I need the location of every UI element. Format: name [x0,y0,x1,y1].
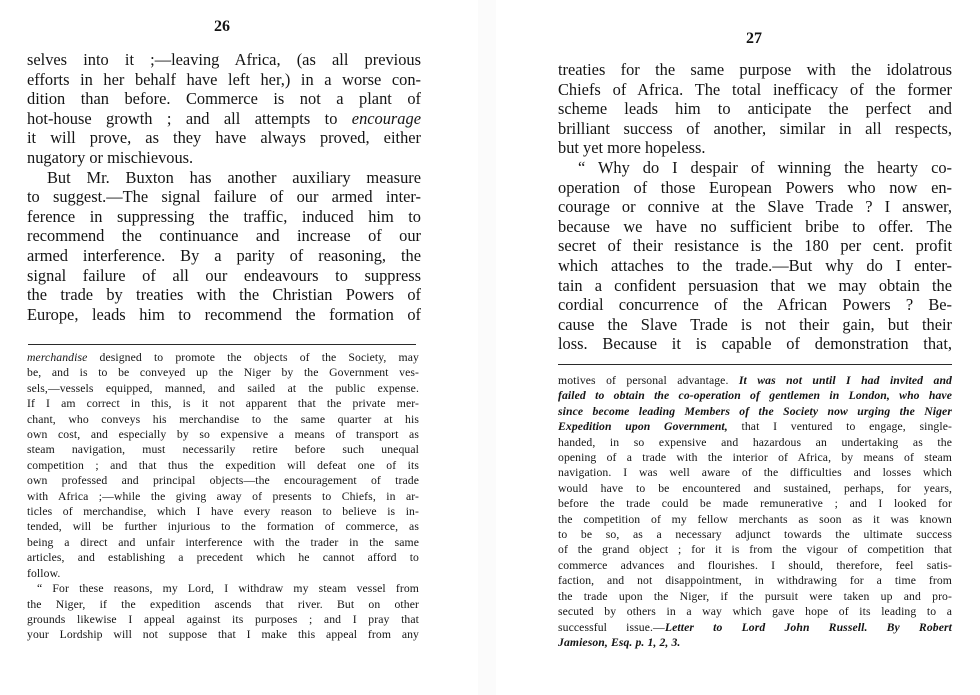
right-footnote-line: the competition of my fellow merchants as soon as it was known [558,512,952,526]
left-body-line: it will prove, as they have always proved, either [27,128,421,148]
left-footnote-text: designed to promote the objects of the Society, may [99,351,419,364]
right-footnote-line [558,373,952,388]
right-footnote-line: handed, in so expensive and hazardous an undertaking as the [558,435,952,449]
right-footnote [558,373,952,650]
left-body-line: signal failure of all our endeavours to suppress [27,265,421,285]
right-page-number: 27 [746,30,762,47]
left-page [0,0,478,695]
right-footnote-line [558,419,952,434]
right-page [496,0,980,695]
right-body-line: operation of those European Powers who now en- [558,177,952,197]
right-footnote-line: Jamieson, Esq. p. 1, 2, 3. [558,635,681,649]
right-body-line: loss. Because it is capable of demonstration that, [558,334,952,354]
left-footnote-line: be, and is to be conveyed up the Niger by the Government ves- [27,366,419,380]
left-body-line: dition than before. Commerce is not a plant of [27,89,421,109]
left-page-body [27,50,421,324]
right-body-line: cordial concurrence of the African Powers ? Be- [558,295,952,315]
right-body-line: because we have no sufficient bribe to offer. The [558,216,952,236]
right-footnote-line: of the grand object ; for it is from the vigour of competition that [558,543,952,557]
left-footnote-line: your Lordship will not suppose that I make this appeal from any [27,628,419,642]
right-footnote-italic: Letter to Lord John Russell. By Robert [664,620,952,634]
right-footnote-line: navigation. I was well aware of the difficulties and losses which [558,466,952,480]
right-footnote-line [558,620,952,635]
right-body-line: secret of their resistance is the 180 per cent. profit [558,236,952,256]
left-footnote-line: with Africa ;—while the giving away of presents to Chiefs, in ar- [27,489,419,503]
right-body-line: courage or connive at the Slave Trade ? I answer, [558,197,952,217]
left-body-text: hot-house growth ; and all attempts to [27,108,338,128]
left-footnote-line [27,350,419,365]
right-footnote-rule [558,364,952,365]
left-body-italic: encourage [351,108,421,128]
right-body-line: “ Why do I despair of winning the hearty co- [578,157,952,177]
right-footnote-line: failed to obtain the co-operation of gentlemen in London, who have [558,389,952,403]
left-body-line: Europe, leads him to recommend the formation of [27,304,421,324]
right-body-line: but yet more hopeless. [558,138,706,158]
left-footnote-line: sels,—vessels equipped, manned, and sailed at the public expense. [27,381,419,395]
left-body-line [27,109,421,129]
right-footnote-line: since become leading Members of the Society now urging the Niger [558,404,952,418]
left-footnote-line: chant, who conveys his merchandise to the same quarter at his [27,412,419,426]
left-footnote-line: the Niger, if the expedition ascends that river. But on other [27,597,419,611]
left-page-number: 26 [214,18,230,35]
book-gutter [478,0,496,695]
right-footnote-line: faction, and not disappointment, in withdrawing for a time from [558,574,952,588]
left-footnote-line: ticles of merchandise, which I have every reason to believe is in- [27,505,419,519]
left-footnote-line: follow. [27,566,61,580]
left-footnote-line: steam navigation, must necessarily retire before such unequal [27,443,419,457]
right-footnote-line: commerce advances and flourishes. I should, therefore, feel satis- [558,558,952,572]
right-body-line: which attaches to the trade.—But why do I enter- [558,255,952,275]
right-body-line: treaties for the same purpose with the idolatrous [558,60,952,79]
left-body-line: But Mr. Buxton has another auxiliary measure [47,167,421,187]
right-body-line: tain a confident persuasion that we may obtain the [558,275,952,295]
right-footnote-line: would have to be encountered and sustained, perhaps, for years, [558,481,952,495]
right-footnote-text: that I ventured to engage, single- [741,420,952,434]
right-footnote-line: before the trade could be made remunerative ; and I looked for [558,497,952,511]
right-footnote-italic: It was not until I had invited and [738,374,952,387]
right-body-line: cause the Slave Trade is not their gain, but their [558,314,952,334]
left-footnote-line: being a direct and unfair interference with the trader in the same [27,535,419,549]
right-body-line: brilliant success of another, similar in all respects, [558,118,952,138]
left-footnote-line: own cost, and especially by so expensive a means of transport as [27,428,419,442]
left-footnote-line: articles, and establishing a precedent which he cannot afford to [27,551,419,565]
left-body-line: to suggest.—The signal failure of our armed inter- [27,187,421,207]
right-footnote-line: secuted by others in a way which gave hope of its leading to a [558,605,952,619]
left-body-line: armed interference. By a parity of reasoning, the [27,245,421,265]
right-body-line: Chiefs of Africa. The total inefficacy of the former [558,79,952,99]
left-footnote-line: competition ; and that thus the expedition will defeat one of its [27,458,419,472]
left-body-line: nugatory or mischievous. [27,147,194,167]
right-footnote-line: the trade upon the Niger, if the pursuit were taken up and pro- [558,589,952,603]
left-footnote-line: own professed and principal objects—the encouragement of trade [27,474,419,488]
right-footnote-line: opening of a trade with the interior of Africa, by means of steam [558,451,952,465]
right-footnote-text: successful issue.— [558,620,665,634]
left-body-line: selves into it ;—leaving Africa, (as all previous [27,50,421,69]
right-body-line: scheme leads him to anticipate the perfect and [558,99,952,119]
left-body-line: efforts in her behalf have left her,) in a worse con- [27,69,421,89]
left-footnote-line: grounds likewise I appeal against its purposes ; and I pray that [27,612,419,626]
left-footnote-italic: merchandise [27,351,88,364]
right-footnote-text: motives of personal advantage. [558,374,729,387]
left-footnote-line: tended, will be further injurious to the formation of commerce, as [27,520,419,534]
left-footnote-line: “ For these reasons, my Lord, I withdraw my steam vessel from [37,582,419,596]
left-footnote-line: If I am correct in this, is it not apparent that the private mer- [27,397,419,411]
right-footnote-italic: Expedition upon Government, [558,420,728,434]
left-footnote [27,350,419,643]
right-page-body [558,60,952,354]
left-body-line: the trade by treaties with the Christian Powers of [27,285,421,305]
left-body-line: ference in suppressing the traffic, induced him to [27,206,421,226]
left-body-line: recommend the continuance and increase of our [27,226,421,246]
right-footnote-line: to be so, as a necessary adjunct towards the ultimate success [558,528,952,542]
left-footnote-rule [28,344,416,345]
